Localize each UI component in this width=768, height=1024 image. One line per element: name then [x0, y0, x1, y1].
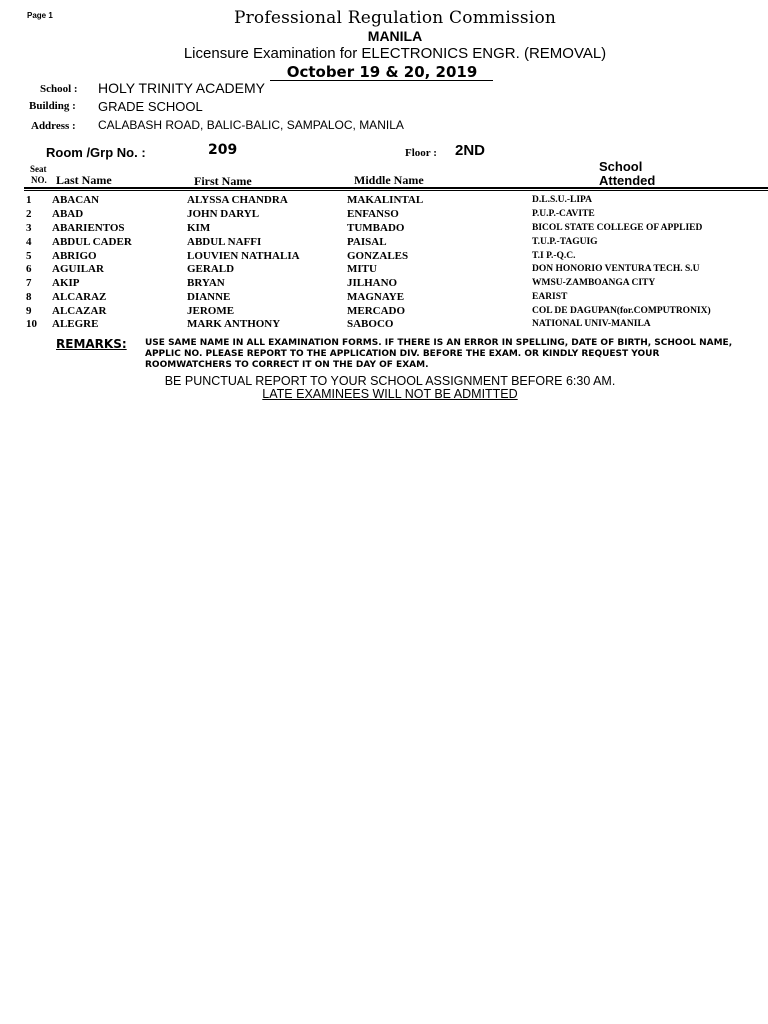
city-heading: MANILA [367, 28, 423, 44]
header-rule-thin [24, 190, 768, 191]
last-name: ABARIENTOS [52, 222, 125, 234]
first-name: ABDUL NAFFI [187, 236, 262, 248]
middle-name: ENFANSO [347, 208, 399, 220]
school-attended: WMSU-ZAMBOANGA CITY [532, 278, 656, 288]
school-label: School : [40, 83, 78, 95]
table-row [0, 208, 768, 222]
middle-name: JILHANO [347, 277, 398, 289]
seat-no: 8 [26, 291, 32, 303]
middle-name: SABOCO [347, 318, 394, 330]
last-name: ALCAZAR [52, 305, 107, 317]
page-title: Professional Regulation Commission [233, 8, 557, 28]
address-value: CALABASH ROAD, BALIC-BALIC, SAMPALOC, MANILA [98, 118, 404, 132]
room-value: 209 [208, 142, 238, 158]
table-row [0, 236, 768, 250]
first-name: MARK ANTHONY [187, 318, 281, 330]
middle-name-header: Middle Name [354, 173, 424, 187]
middle-name: MAGNAYE [347, 291, 405, 303]
school-attended: DON HONORIO VENTURA TECH. S.U [532, 264, 700, 274]
last-name: ABAD [52, 208, 84, 220]
last-name: AGUILAR [52, 263, 104, 275]
middle-name: TUMBADO [347, 222, 405, 234]
first-name: LOUVIEN NATHALIA [187, 250, 300, 262]
seat-no: 6 [26, 263, 32, 275]
table-row [0, 194, 768, 208]
first-name: JOHN DARYL [187, 208, 260, 220]
remarks-text: USE SAME NAME IN ALL EXAMINATION FORMS. IF THERE IS AN ERROR IN SPELLING, DATE OF BIRTH, SCHOOL NAME, APPLIC NO. PLEASE REPORT TO THE APPLICATION DIV. BEFORE THE EXAM. OR KINDLY REQUEST YOUR ROOMWATCHERS TO CORRECT IT ON THE DAY OF EXAM. [145, 338, 733, 370]
seat-no: 9 [26, 305, 32, 317]
floor-label: Floor : [405, 147, 437, 159]
seat-no: 3 [26, 222, 32, 234]
address-label: Address : [31, 120, 76, 132]
school-header-line1: School [599, 159, 643, 174]
school-attended: BICOL STATE COLLEGE OF APPLIED [532, 223, 703, 233]
first-name: BRYAN [187, 277, 225, 289]
punctual-notice: BE PUNCTUAL REPORT TO YOUR SCHOOL ASSIGNMENT BEFORE 6:30 AM. [164, 374, 616, 388]
school-attended: P.U.P.-CAVITE [532, 209, 595, 219]
seat-no: 2 [26, 208, 32, 220]
remarks-label: REMARKS: [56, 337, 127, 351]
last-name: AKIP [52, 277, 80, 289]
exam-date: October 19 & 20, 2019 [286, 63, 478, 81]
school-attended: D.L.S.U.-LIPA [532, 195, 592, 205]
school-value: HOLY TRINITY ACADEMY [98, 80, 266, 96]
seat-no: 7 [26, 277, 32, 289]
building-value: GRADE SCHOOL [98, 99, 203, 114]
middle-name: MITU [347, 263, 377, 275]
school-attended: EARIST [532, 292, 568, 302]
no-header: NO. [31, 175, 47, 185]
seat-no: 5 [26, 250, 32, 262]
table-row [0, 263, 768, 277]
last-name: ALCARAZ [52, 291, 107, 303]
seat-no: 1 [26, 194, 32, 206]
room-label: Room /Grp No. : [46, 145, 146, 160]
school-attended: T.I P.-Q.C. [532, 251, 576, 261]
date-underline [270, 80, 493, 81]
last-name: ABRIGO [52, 250, 97, 262]
first-name: GERALD [187, 263, 235, 275]
middle-name: MAKALINTAL [347, 194, 424, 206]
header-rule [24, 187, 768, 189]
seat-no: 10 [26, 318, 37, 330]
last-name: ABACAN [52, 194, 100, 206]
middle-name: MERCADO [347, 305, 406, 317]
table-row [0, 222, 768, 236]
table-row [0, 318, 768, 332]
floor-value: 2ND [455, 142, 486, 159]
table-row [0, 305, 768, 319]
first-name: JEROME [187, 305, 235, 317]
first-name: KIM [187, 222, 211, 234]
school-attended-header [599, 160, 655, 188]
school-attended: NATIONAL UNIV-MANILA [532, 319, 651, 329]
school-attended: T.U.P.-TAGUIG [532, 237, 598, 247]
last-name: ABDUL CADER [52, 236, 132, 248]
middle-name: GONZALES [347, 250, 409, 262]
first-name: ALYSSA CHANDRA [187, 194, 288, 206]
middle-name: PAISAL [347, 236, 387, 248]
seat-header: Seat [30, 164, 47, 174]
first-name-header: First Name [194, 174, 252, 188]
table-row [0, 291, 768, 305]
last-name-header: Last Name [56, 173, 112, 187]
exam-heading: Licensure Examination for ELECTRONICS ENGR. (REMOVAL) [183, 45, 607, 62]
last-name: ALEGRE [52, 318, 99, 330]
school-header-line2: Attended [599, 173, 656, 188]
first-name: DIANNE [187, 291, 231, 303]
school-attended: COL DE DAGUPAN(for.COMPUTRONIX) [532, 306, 711, 316]
table-row [0, 277, 768, 291]
building-label: Building : [29, 100, 76, 112]
page-label: Page 1 [27, 11, 53, 20]
late-notice: LATE EXAMINEES WILL NOT BE ADMITTED [262, 387, 518, 401]
seat-no: 4 [26, 236, 32, 248]
table-row [0, 250, 768, 264]
